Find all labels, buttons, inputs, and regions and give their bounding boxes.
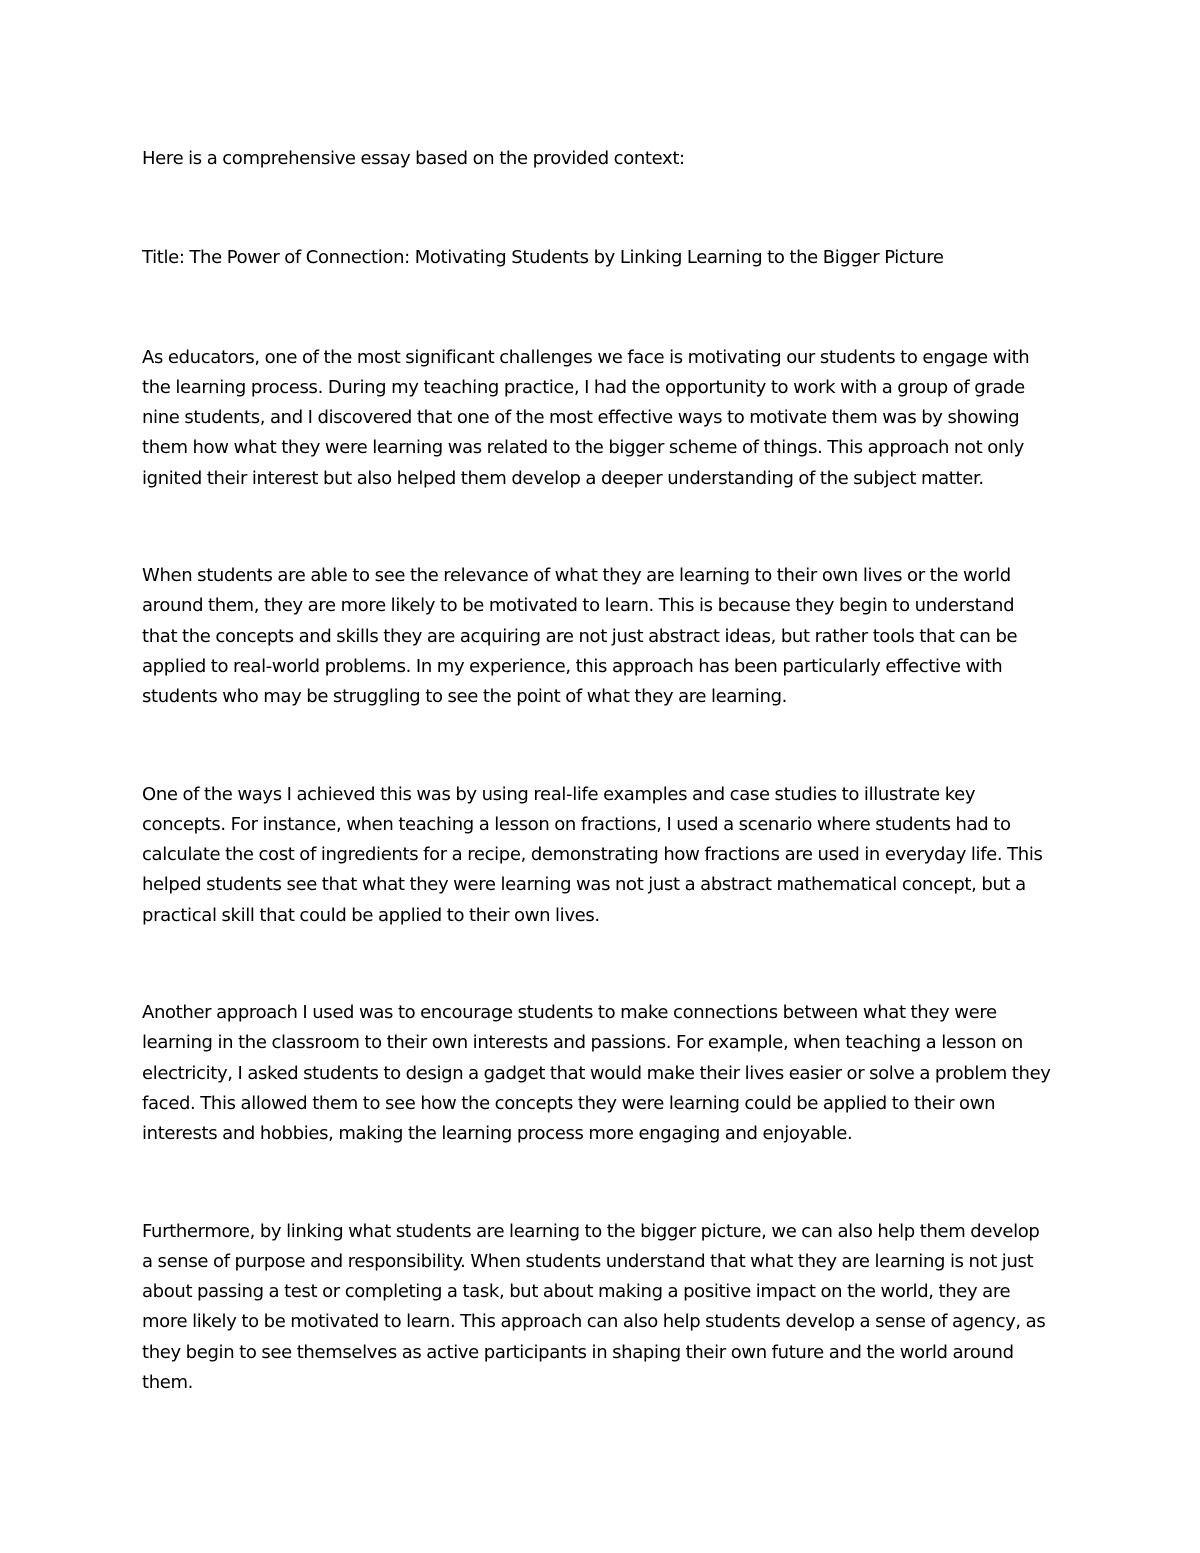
paragraph-line: practical skill that could be applied to their own lives. (142, 904, 600, 926)
paragraph-line: One of the ways I achieved this was by using real-life examples and case studies to illustrate key (142, 783, 976, 805)
paragraph-line: about passing a test or completing a task, but about making a positive impact on the world, they are (142, 1281, 1011, 1303)
paragraph-line: around them, they are more likely to be motivated to learn. This is because they begin to understand (142, 595, 1015, 617)
paragraph-line: they begin to see themselves as active participants in shaping their own future and the world around (142, 1341, 1014, 1363)
paragraph-line: calculate the cost of ingredients for a recipe, demonstrating how fractions are used in everyday life. This (142, 844, 1043, 866)
paragraph-line: students who may be struggling to see the point of what they are learning. (142, 686, 788, 708)
paragraph-line: that the concepts and skills they are acquiring are not just abstract ideas, but rather tools that can be (142, 625, 1018, 647)
paragraph-line: electricity, I asked students to design a gadget that would make their lives easier or solve a problem they (142, 1062, 1051, 1084)
paragraph-2 (142, 561, 1072, 712)
paragraph-line: nine students, and I discovered that one of the most effective ways to motivate them was by showing (142, 407, 1020, 429)
paragraph-line: When students are able to see the relevance of what they are learning to their own lives or the world (142, 565, 1011, 587)
paragraph-line: Another approach I used was to encourage students to make connections between what they were (142, 1002, 997, 1024)
intro-line: Here is a comprehensive essay based on the provided context: (142, 148, 685, 169)
paragraph-line: faced. This allowed them to see how the concepts they were learning could be applied to their own (142, 1092, 996, 1114)
paragraph-1 (142, 343, 1072, 494)
paragraph-line: concepts. For instance, when teaching a lesson on fractions, I used a scenario where students had to (142, 813, 1011, 835)
paragraph-line: As educators, one of the most significant challenges we face is motivating our students to engage with (142, 346, 1030, 368)
paragraph-4 (142, 998, 1072, 1149)
paragraph-line: learning in the classroom to their own interests and passions. For example, when teaching a lesson on (142, 1032, 1023, 1054)
paragraph-line: them how what they were learning was related to the bigger scheme of things. This approach not only (142, 437, 1024, 459)
paragraph-line: a sense of purpose and responsibility. When students understand that what they are learning is not just (142, 1250, 1034, 1272)
essay-title: Title: The Power of Connection: Motivating Students by Linking Learning to the Bigger Picture (142, 247, 944, 269)
paragraph-line: Furthermore, by linking what students are learning to the bigger picture, we can also help them develop (142, 1220, 1040, 1242)
paragraph-line: helped students see that what they were learning was not just a abstract mathematical concept, but a (142, 874, 1026, 896)
paragraph-line: more likely to be motivated to learn. This approach can also help students develop a sense of agency, as (142, 1311, 1046, 1333)
document-body (142, 144, 1072, 1465)
paragraph-line: ignited their interest but also helped them develop a deeper understanding of the subject matter. (142, 467, 984, 489)
paragraph-line: applied to real-world problems. In my experience, this approach has been particularly effective with (142, 655, 1003, 677)
paragraph-line: the learning process. During my teaching practice, I had the opportunity to work with a group of grade (142, 376, 1025, 398)
paragraph-3 (142, 780, 1072, 931)
paragraph-line: them. (142, 1372, 194, 1394)
paragraph-5 (142, 1217, 1072, 1399)
paragraph-line: interests and hobbies, making the learning process more engaging and enjoyable. (142, 1123, 853, 1145)
